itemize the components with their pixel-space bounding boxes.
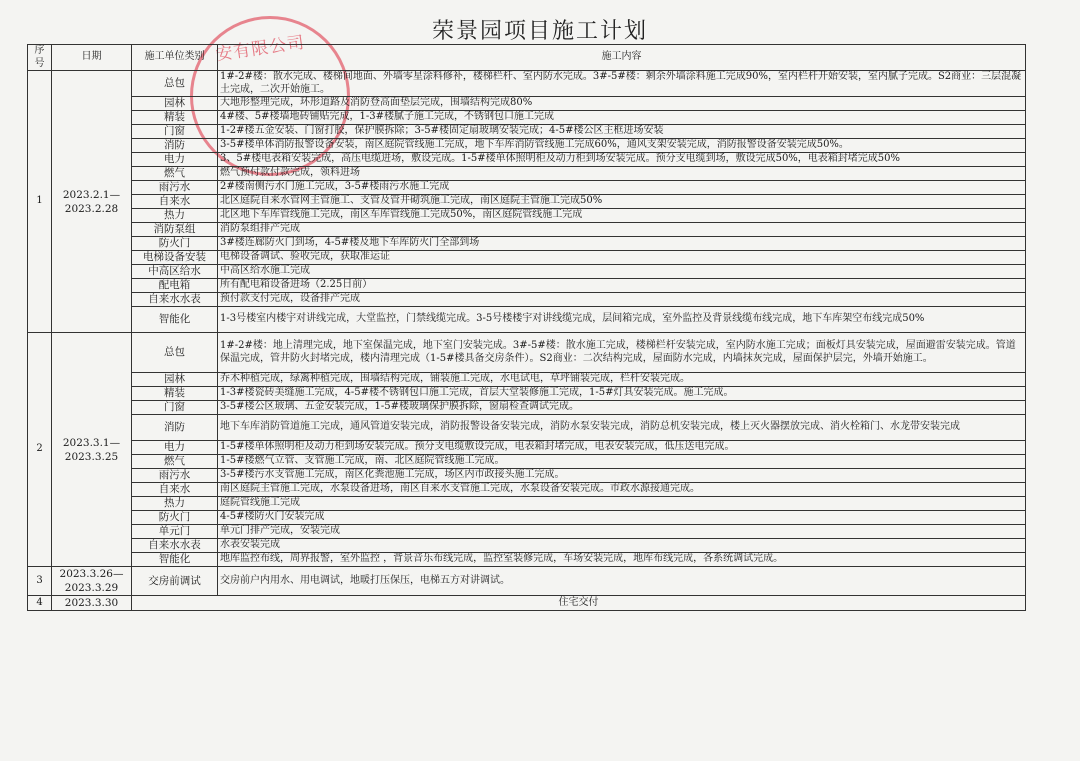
- work-content: 1#-2#楼：散水完成、楼梯间地面、外墙零星涂料修补，楼梯栏杆、室内防水完成。3#-5#楼：剩余外墙涂料施工完成90%，室内栏杆开始安装，室内腻子完成。S2商业：三层混凝土完成，二次开始施工。: [218, 71, 1026, 97]
- table-row: [28, 265, 1026, 279]
- work-content: 3-5#楼单体消防报警设备安装，南区庭院管线施工完成，地下车库消防管线施工完成60%，通风支架安装完成，消防报警设备安装完成50%。: [218, 139, 1026, 153]
- table-row: [28, 223, 1026, 237]
- table-row: [28, 373, 1026, 387]
- table-row: [28, 195, 1026, 209]
- unit-category: 燃气: [132, 167, 218, 181]
- final-content: 住宅交付: [132, 596, 1026, 611]
- unit-category: 自来水水表: [132, 293, 218, 307]
- period-date-start: 2023.3.1—: [62, 436, 121, 449]
- work-content: 南区庭院主管施工完成，水泵设备进场，南区自来水支管施工完成，水泵设备安装完成。市政水源接通完成。: [218, 483, 1026, 497]
- table-row: [28, 167, 1026, 181]
- work-content: 1#-2#楼：地上清理完成，地下室保温完成，地下室门安装完成。3#-5#楼：散水施工完成，楼梯栏杆安装完成，室内防水施工完成；面板灯具安装完成，屋面避雷安装完成。管道保温完成，管井防火封堵完成，楼内清理完成（1-5#楼具备交房条件）。S2商业：二次结构完成，屋面防水完成，内墙抹灰完成，屋面保护层完，外墙开始施工。: [218, 333, 1026, 373]
- table-row-final: [28, 596, 1026, 611]
- unit-category: 雨污水: [132, 181, 218, 195]
- work-content: 电梯设备调试、验收完成，获取准运证: [218, 251, 1026, 265]
- work-content: 4#楼、5#楼墙地砖铺贴完成，1-3#楼腻子施工完成，不锈钢包口施工完成: [218, 111, 1026, 125]
- table-row: [28, 415, 1026, 441]
- table-row: [28, 139, 1026, 153]
- table-row: [28, 293, 1026, 307]
- table-row: [28, 251, 1026, 265]
- table-row: [28, 441, 1026, 455]
- unit-category: 电梯设备安装: [132, 251, 218, 265]
- unit-category: 防火门: [132, 511, 218, 525]
- construction-plan-table: [27, 44, 1026, 611]
- work-content: 1-3号楼室内楼宇对讲线完成，大堂监控，门禁线缆完成。3-5号楼楼宇对讲线缆完成，层间箱完成，室外监控及背景线缆布线完成，地下车库架空布线完成50%: [218, 307, 1026, 333]
- unit-category: 园林: [132, 373, 218, 387]
- table-row: [28, 401, 1026, 415]
- work-content: 北区庭院自来水管网主管施工、支管及管井砌筑施工完成，南区庭院主管施工完成50%: [218, 195, 1026, 209]
- unit-category: 电力: [132, 153, 218, 167]
- unit-category: 雨污水: [132, 469, 218, 483]
- period-date-start: 2023.2.1—: [62, 188, 121, 201]
- work-content: 1-5#楼单体照明柜及动力柜到场安装完成。预分支电缆敷设完成，电表箱封堵完成，电表安装完成，低压送电完成。: [218, 441, 1026, 455]
- unit-category: 精装: [132, 387, 218, 401]
- table-row: [28, 237, 1026, 251]
- unit-category: 消防泵组: [132, 223, 218, 237]
- unit-category: 门窗: [132, 125, 218, 139]
- period-date-end: 2023.3.29: [64, 582, 119, 594]
- unit-category: 智能化: [132, 307, 218, 333]
- work-content: 乔木种植完成，绿篱种植完成，围墙结构完成，铺装施工完成，水电试电，草坪铺装完成，栏杆安装完成。: [218, 373, 1026, 387]
- unit-category: 热力: [132, 209, 218, 223]
- final-date: 2023.3.30: [52, 596, 132, 611]
- work-content: 1-2#楼五金安装、门窗打胶，保护膜拆除；3-5#楼固定扇玻璃安装完成；4-5#楼公区主框进场安装: [218, 125, 1026, 139]
- unit-category: 单元门: [132, 525, 218, 539]
- table-row: [28, 483, 1026, 497]
- header-seq: 序号: [28, 45, 52, 71]
- table-row: [28, 125, 1026, 139]
- unit-category: 门窗: [132, 401, 218, 415]
- period-seq: 1: [28, 71, 52, 333]
- work-content: 水表安装完成: [218, 539, 1026, 553]
- table-row: [28, 181, 1026, 195]
- table-row: [28, 97, 1026, 111]
- work-content: 单元门排产完成，安装完成: [218, 525, 1026, 539]
- unit-category: 防火门: [132, 237, 218, 251]
- table-row: [28, 525, 1026, 539]
- unit-category: 自来水: [132, 195, 218, 209]
- table-row: [28, 469, 1026, 483]
- unit-category: 热力: [132, 497, 218, 511]
- header-content: 施工内容: [218, 45, 1026, 71]
- work-content: 3-5#楼公区玻璃、五金安装完成，1-5#楼玻璃保护膜拆除，窗扇检查调试完成。: [218, 401, 1026, 415]
- unit-category: 精装: [132, 111, 218, 125]
- work-content: 4-5#楼防火门安装完成: [218, 511, 1026, 525]
- period-date-end: 2023.3.25: [64, 450, 119, 463]
- table-row: [28, 71, 1026, 97]
- company-seal-text: 安有限公司: [214, 32, 307, 66]
- table-row: [28, 209, 1026, 223]
- work-content: 地库监控布线，周界报警，室外监控 ，背景音乐布线完成，监控室装修完成，车场安装完成，地库布线完成，各系统调试完成。: [218, 553, 1026, 567]
- table-row: [28, 497, 1026, 511]
- unit-category: 总包: [132, 333, 218, 373]
- work-content: 所有配电箱设备进场（2.25日前）: [218, 279, 1026, 293]
- unit-category: 中高区给水: [132, 265, 218, 279]
- period-seq: 2: [28, 333, 52, 567]
- period-seq: 3: [28, 567, 52, 596]
- period-date: [52, 567, 132, 596]
- work-content: 1-3#楼瓷砖美缝施工完成，4-5#楼不锈钢包口施工完成，首层大堂装修施工完成，1-5#灯具安装完成。施工完成。: [218, 387, 1026, 401]
- header-unit: 施工单位类别: [132, 45, 218, 71]
- work-content: 大地形整理完成，环形道路及消防登高面垫层完成，围墙结构完成80%: [218, 97, 1026, 111]
- period-date-end: 2023.2.28: [64, 202, 119, 215]
- table-row: [28, 333, 1026, 373]
- table-row: [28, 553, 1026, 567]
- period-date: [52, 333, 132, 567]
- work-content: 庭院管线施工完成: [218, 497, 1026, 511]
- unit-category: 电力: [132, 441, 218, 455]
- work-content: 消防泵组排产完成: [218, 223, 1026, 237]
- table-row: [28, 455, 1026, 469]
- work-content: 3-5#楼污水支管施工完成，南区化粪池施工完成，场区内市政接头施工完成。: [218, 469, 1026, 483]
- unit-category: 交房前调试: [132, 567, 218, 596]
- unit-category: 燃气: [132, 455, 218, 469]
- work-content: 3、5#楼电表箱安装完成，高压电缆进场，敷设完成。1-5#楼单体照明柜及动力柜到场安装完成。预分支电缆到场，敷设完成50%，电表箱封堵完成50%: [218, 153, 1026, 167]
- unit-category: 园林: [132, 97, 218, 111]
- table-header-row: [28, 45, 1026, 71]
- table-row: [28, 111, 1026, 125]
- page-title: 荣景园项目施工计划: [431, 19, 648, 44]
- period-date: [52, 71, 132, 333]
- final-seq: 4: [28, 596, 52, 611]
- unit-category: 智能化: [132, 553, 218, 567]
- work-content: 2#楼南侧污水门施工完成，3-5#楼雨污水施工完成: [218, 181, 1026, 195]
- work-content: 3#楼连廊防火门到场，4-5#楼及地下车库防火门全部到场: [218, 237, 1026, 251]
- unit-category: 自来水: [132, 483, 218, 497]
- work-content: 中高区给水施工完成: [218, 265, 1026, 279]
- work-content: 北区地下车库管线施工完成，南区车库管线施工完成50%，南区庭院管线施工完成: [218, 209, 1026, 223]
- work-content: 预付款支付完成，设备排产完成: [218, 293, 1026, 307]
- header-date: 日期: [52, 45, 132, 71]
- unit-category: 消防: [132, 415, 218, 441]
- table-row: [28, 307, 1026, 333]
- unit-category: 自来水水表: [132, 539, 218, 553]
- table-row: [28, 567, 1026, 596]
- work-content: 燃气预付款付款完成，领料进场: [218, 167, 1026, 181]
- table-row: [28, 279, 1026, 293]
- table-row: [28, 153, 1026, 167]
- table-row: [28, 539, 1026, 553]
- unit-category: 消防: [132, 139, 218, 153]
- work-content: 交房前户内用水、用电调试，地暖打压保压，电梯五方对讲调试。: [218, 567, 1026, 596]
- unit-category: 总包: [132, 71, 218, 97]
- period-date-start: 2023.3.26—: [59, 568, 124, 580]
- unit-category: 配电箱: [132, 279, 218, 293]
- work-content: 地下车库消防管道施工完成，通风管道安装完成，消防报警设备安装完成，消防水泵安装完成，消防总机安装完成，楼上灭火器摆放完成、消火栓箱门、水龙带安装完成: [218, 415, 1026, 441]
- work-content: 1-5#楼燃气立管、支管施工完成，南、北区庭院管线施工完成。: [218, 455, 1026, 469]
- table-row: [28, 387, 1026, 401]
- table-row: [28, 511, 1026, 525]
